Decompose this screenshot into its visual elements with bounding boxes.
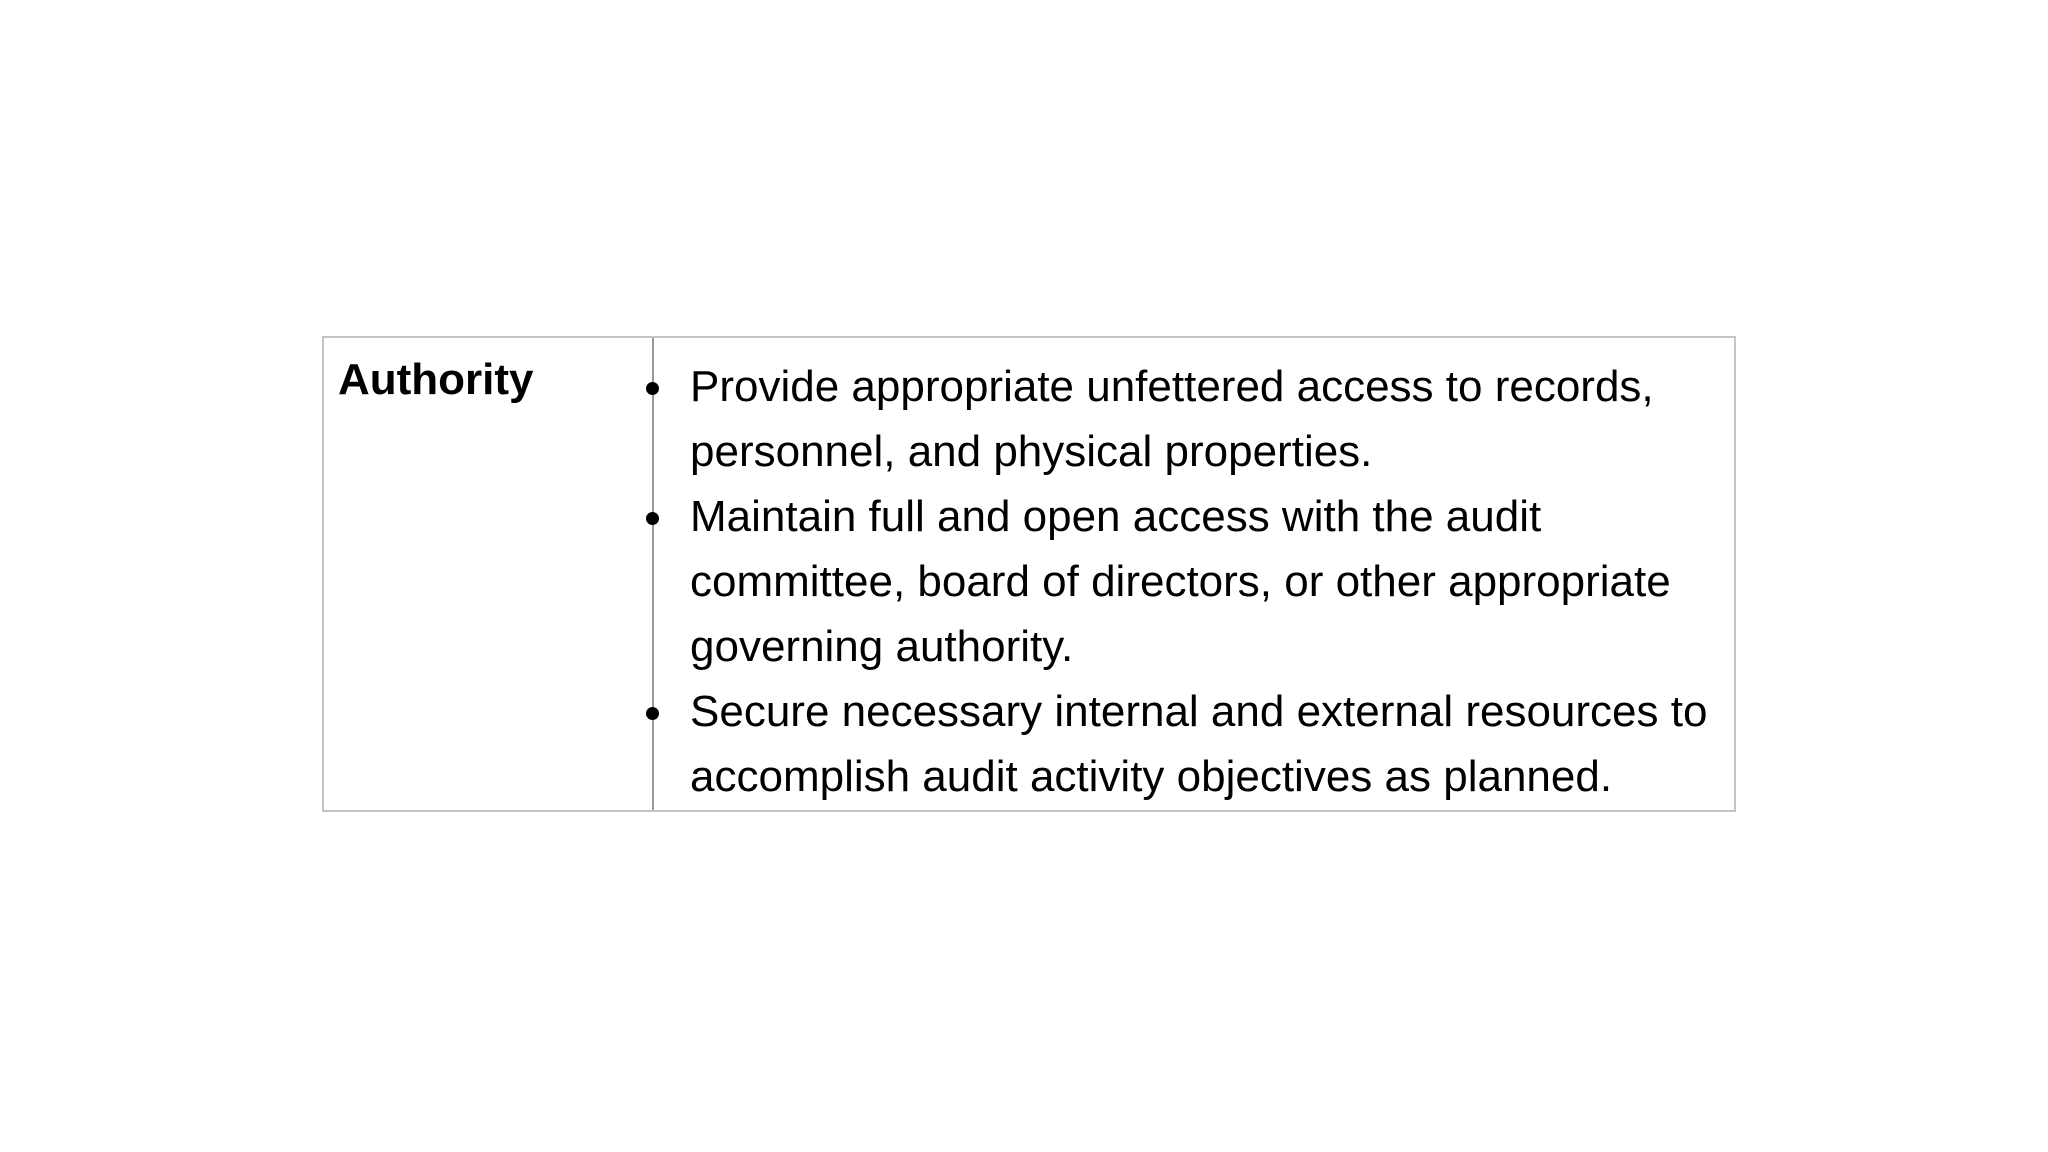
- authority-table: [322, 336, 1736, 812]
- list-item-text: Maintain full and open access with the audit committee, board of directors, or other appropriate governing authority.: [690, 492, 1671, 671]
- content-cell: [654, 338, 1734, 810]
- list-item: [654, 354, 1714, 484]
- label-cell: [324, 338, 654, 810]
- bullet-dot-icon: [646, 512, 659, 525]
- bullet-list: [654, 354, 1714, 809]
- bullet-dot-icon: [646, 707, 659, 720]
- list-item: [654, 679, 1714, 809]
- list-item-text: Secure necessary internal and external resources to accomplish audit activity objectives as planned.: [690, 687, 1708, 801]
- bullet-dot-icon: [646, 382, 659, 395]
- list-item: [654, 484, 1714, 679]
- list-item-text: Provide appropriate unfettered access to records, personnel, and physical properties.: [690, 362, 1654, 476]
- row-label: Authority: [338, 355, 534, 404]
